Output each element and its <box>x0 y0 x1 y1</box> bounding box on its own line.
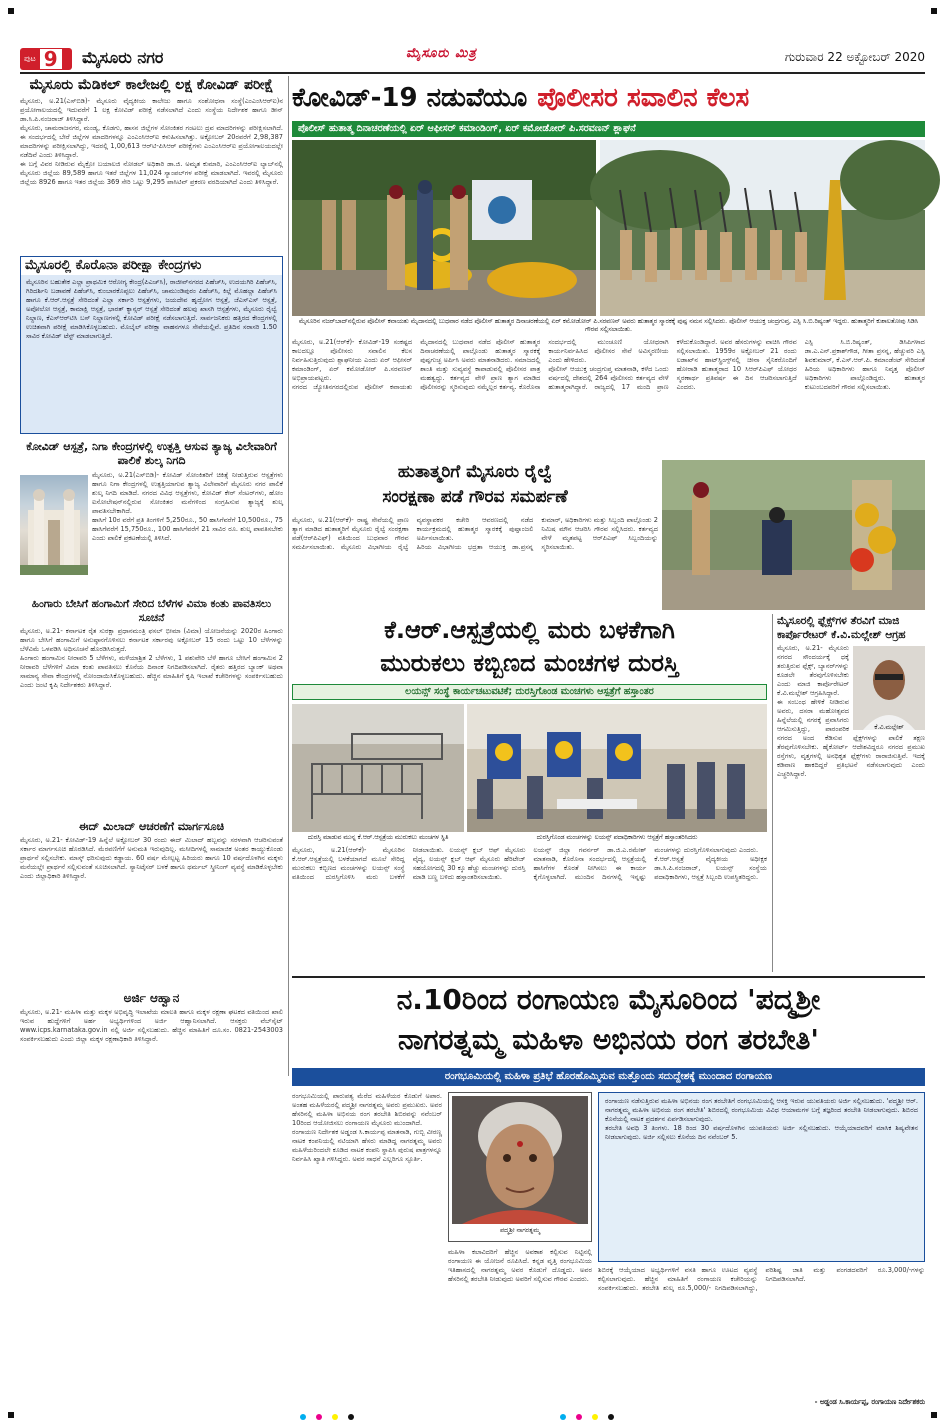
railway-headline-box <box>292 460 658 512</box>
headline-medical-college: ಮೈಸೂರು ಮೆಡಿಕಲ್ ಕಾಲೇಜಲ್ಲಿ ಲಕ್ಷ ಕೋವಿಡ್ ಪರೀಕ್ಷೆ <box>29 77 274 93</box>
lead-headline <box>292 77 925 119</box>
registration-mark <box>931 1412 937 1418</box>
rangayana-body-1: ರಂಗಭೂಮಿಯಲ್ಲಿ ಪಾರುಪತ್ಯ ಮೆರೆದ ಮಹಿಳೆಯರ ಕೊಡುಗೆ ಅಪಾರ. ಅಂತಹ ಮಹಿಳೆಯರಲ್ಲಿ ಪದ್ಮಶ್ರೀ ನಾಗರತ್ನಮ್ಮ ಅವರು ಪ್ರಮುಖರು. ಅವರ ಹೆಸರಿನಲ್ಲಿ ಮಹಿಳಾ ಅಭಿನಯ ರಂಗ ತರಬೇತಿ ಶಿಬಿರವನ್ನು ನವೆಂಬರ್ 10ರಿಂದ ಆಯೋಜಿಸಲು ರಂಗಾಯಣ ಮೈಸೂರು ಮುಂದಾಗಿದೆ. ರಂಗಾಯಣ ನಿರ್ದೇಶಕ ಅಡ್ಡಂಡ ಸಿ.ಕಾರ್ಯಪ್ಪ ಮಾತನಾಡಿ, ಗುಬ್ಬಿ ವೀರಣ್ಣ ನಾಟಕ ಕಂಪನಿಯಲ್ಲಿ ನಟಿಯಾಗಿ ಹೆಸರು ಮಾಡಿದ್ದ ನಾಗರತ್ನಮ್ಮ ಅವರು ಮಹಿಳೆಯರಿಂದಲೇ ಕೂಡಿದ ನಾಟಕ ಕಂಪನಿ ಸ್ಥಾಪಿಸಿ ಪುರುಷ ಪಾತ್ರಗಳನ್ನೂ ನಿರ್ವಹಿಸಿ ಖ್ಯಾತಿ ಗಳಿಸಿದ್ದರು. ಅವರ ಸಾಧನೆ ಎಲ್ಲರಿಗೂ ಸ್ಫೂರ್ತಿ. <box>292 1092 442 1163</box>
broken-cots-photo <box>292 704 464 832</box>
lead-headline-part2: ಪೊಲೀಸರ ಸವಾಲಿನ ಕೆಲಸ <box>537 82 750 113</box>
nagarathnamma-caption: ಪದ್ಮಶ್ರೀ ನಾಗರತ್ನಮ್ಮ <box>500 1227 540 1234</box>
flex-article-body: ಮೈಸೂರು, ಅ.21- ಮೈಸೂರು ನಗರದ ಸೌಂದರ್ಯಕ್ಕೆ ಧಕ್ಕೆ ತರುತ್ತಿರುವ ಫ್ಲೆಕ್ಸ್, ಬ್ಯಾನರ್‌ಗಳನ್ನು ಕೂಡಲೇ ತೆರವುಗೊಳಿಸಬೇಕು ಎಂದು ಮಾಜಿ ಕಾರ್ಪೊರೇಟರ್ ಕೆ.ವಿ.ಮಲ್ಲೇಶ್ ಆಗ್ರಹಿಸಿದ್ದಾರೆ. ಈ ಸಂಬಂಧ ಹೇಳಿಕೆ ನೀಡಿರುವ ಅವರು, ದಸರಾ ಮಹೋತ್ಸವದ ಹಿನ್ನೆಲೆಯಲ್ಲಿ ನಗರಕ್ಕೆ ಪ್ರವಾಸಿಗರು ಆಗಮಿಸುತ್ತಿದ್ದು, ಪಾರಂಪರಿಕ ನಗರದ ಅಂದ ಕೆಡಿಸುವ ಫ್ಲೆಕ್ಸ್‌ಗಳನ್ನು ಪಾಲಿಕೆ ತಕ್ಷಣ ತೆರವುಗೊಳಿಸಬೇಕು. ಹೈಕೋರ್ಟ್ ಆದೇಶವಿದ್ದರೂ ನಗರದ ಪ್ರಮುಖ ರಸ್ತೆಗಳು, ವೃತ್ತಗಳಲ್ಲಿ ಅನಧಿಕೃತ ಫ್ಲೆಕ್ಸ್‌ಗಳು ರಾರಾಜಿಸುತ್ತಿವೆ. ಇದಕ್ಕೆ ಕಡಿವಾಣ ಹಾಕದಿದ್ದರೆ ಪ್ರತಿಭಟನೆ ನಡೆಸಲಾಗುವುದು ಎಂದು ಎಚ್ಚರಿಸಿದ್ದಾರೆ. <box>777 644 925 778</box>
flex-story <box>772 614 925 972</box>
railway-tribute-photo <box>662 460 925 610</box>
page-number: 9 <box>40 49 62 69</box>
article-body: ಮೈಸೂರು, ಅ.21(ಎಸ್‌ಬಿಡಿ)- ಕೋವಿಡ್ ಸೋಂಕಿತರಿಗೆ ಚಿಕಿತ್ಸೆ ನೀಡುತ್ತಿರುವ ಆಸ್ಪತ್ರೆಗಳು ಹಾಗೂ ನಿಗಾ ಕೇಂದ್ರಗಳಲ್ಲಿ ಉತ್ಪತ್ತಿಯಾಗುವ ತ್ಯಾಜ್ಯ ವಿಲೇವಾರಿಗೆ ಮೈಸೂರು ನಗರ ಪಾಲಿಕೆ ಶುಲ್ಕ ನಿಗದಿ ಮಾಡಿದೆ. ನಗರದ ವಿವಿಧ ಆಸ್ಪತ್ರೆಗಳು, ಕೋವಿಡ್ ಕೇರ್ ಸೆಂಟರ್‌ಗಳು, ಹೋಂ ಐಸೋಲೇಷನ್‌ನಲ್ಲಿರುವ ಸೋಂಕಿತರ ಮನೆಗಳಿಂದ ಸಂಗ್ರಹಿಸುವ ತ್ಯಾಜ್ಯಕ್ಕೆ ಶುಲ್ಕ ಪಾವತಿಸಬೇಕಾಗಿದೆ. ಹಾಸಿಗೆ 10ರ ವರೆಗೆ ಪ್ರತಿ ತಿಂಗಳಿಗೆ 5,250ರೂ., 50 ಹಾಸಿಗೆವರೆಗೆ 10,500ರೂ., 75 ಹಾಸಿಗೆವರೆಗೆ 15,750ರೂ., 100 ಹಾಸಿಗೆವರೆಗೆ 21 ಸಾವಿರ ರೂ. ಶುಲ್ಕ ಪಾವತಿಸಬೇಕು ಎಂದು ಪಾಲಿಕೆ ಪ್ರಕಟಣೆಯಲ್ಲಿ ತಿಳಿಸಿದೆ. <box>92 471 283 542</box>
lead-subhead: ಪೊಲೀಸ್ ಹುತಾತ್ಮ ದಿನಾಚರಣೆಯಲ್ಲಿ ಏರ್ ಆಫೀಸರ್ ಕಮಾಂಡಿಂಗ್, ಏರ್ ಕಮೋಡೋರ್ ಪಿ.ಸರವಣನ್ ಶ್ಲಾಘನೆ <box>292 121 925 137</box>
nagarathnamma-photo-box <box>448 1092 592 1242</box>
article-body: ಮೈಸೂರು, ಅ.21(ಎಸ್‌ಬಿಡಿ)- ಮೈಸೂರು ವೈದ್ಯಕೀಯ ಕಾಲೇಜು ಹಾಗೂ ಸಂಶೋಧನಾ ಸಂಸ್ಥೆ(ಎಂಎಂಸಿಆರ್‌ಐ)ನ ಪ್ರಯೋಗಾಲಯದಲ್ಲಿ ಇದುವರೆಗೆ 1 ಲಕ್ಷ ಕೋವಿಡ್ ಪರೀಕ್ಷೆ ನಡೆಸಲಾಗಿದೆ ಎಂದು ಸಂಸ್ಥೆಯ ನಿರ್ದೇಶಕ ಹಾಗೂ ಡೀನ್ ಡಾ.ಸಿ.ಪಿ.ನಂಜರಾಜ್ ತಿಳಿಸಿದ್ದಾರೆ. ಮೈಸೂರು, ಚಾಮರಾಜನಗರ, ಮಂಡ್ಯ, ಕೊಡಗು, ಹಾಸನ ಜಿಲ್ಲೆಗಳ ಸೋಂಕಿತರ ಗಂಟಲು ದ್ರವ ಮಾದರಿಗಳನ್ನು ಪರೀಕ್ಷಿಸಲಾಗಿದೆ. ಈ ಸಂದರ್ಭದಲ್ಲಿ ಬೇರೆ ಜಿಲ್ಲೆಗಳ ಮಾದರಿಗಳನ್ನೂ ಎಂಎಂಸಿಆರ್‌ಐ ಕಳುಹಿಸಲಾಗಿತ್ತು. ಅಕ್ಟೋಬರ್ 20ರವರೆಗೆ 2,98,387 ಮಾದರಿಗಳನ್ನು ಪರೀಕ್ಷಿಸಲಾಗಿದ್ದು, ಇದರಲ್ಲಿ 1,00,613 ಆರ್‌ಟಿ-ಪಿಸಿಆರ್ ಪರೀಕ್ಷೆಗಳು ಎಂಎಂಸಿಆರ್‌ಐ ಪ್ರಯೋಗಾಲಯದಲ್ಲೇ ನಡೆದಿವೆ ಎಂದು ತಿಳಿಸಿದ್ದಾರೆ. ಈ ಬಗ್ಗೆ ವಿವರ ನೀಡಿರುವ ಮೈಕ್ರೋ ಬಯಾಲಜಿ ನೋಡಲ್ ಅಧಿಕಾರಿ ಡಾ.ಜಿ. ಅಮೃತ ಕುಮಾರಿ, ಎಂಎಂಸಿಆರ್‌ಐ ಲ್ಯಾಬ್‌ನಲ್ಲಿ ಮೈಸೂರು ಜಿಲ್ಲೆಯ 89,589 ಹಾಗೂ ಇತರೆ ಜಿಲ್ಲೆಗಳ 11,024 ಸ್ಯಾಂಪಲ್‌ಗಳ ಪರೀಕ್ಷೆ ಮಾಡಲಾಗಿದೆ. ಇವರಲ್ಲಿ ಮೈಸೂರು ಜಿಲ್ಲೆಯ 8926 ಹಾಗೂ ಇತರ ಜಿಲ್ಲೆಯ 369 ಸೇರಿ ಒಟ್ಟು 9,295 ಪಾಸಿಟಿವ್ ಪ್ರಕರಣ ವರದಿಯಾಗಿದೆ ಎಂದು ತಿಳಿಸಿದ್ದಾರೆ. <box>20 97 284 186</box>
lions-handover-caption: ದುರಸ್ತಿಗೊಂಡ ಮಂಚಗಳನ್ನು ಲಯನ್ಸ್ ಪದಾಧಿಕಾರಿಗಳು ಆಸ್ಪತ್ರೆಗೆ ಹಸ್ತಾಂತರಿಸಿದರು <box>536 834 698 841</box>
headline-crop-insurance: ಹಿಂಗಾರು ಬೇಸಿಗೆ ಹಂಗಾಮಿಗೆ ಸೇರಿದ ಬೆಳೆಗಳ ವಿಮಾ ಕಂತು ಪಾವತಿಸಲು ಸೂಚನೆ <box>31 598 272 624</box>
masthead <box>20 48 925 70</box>
section-name: ಮೈಸೂರು ನಗರ <box>82 48 164 67</box>
article-body: ಮೈಸೂರು, ಅ.21- ಕೋವಿಡ್-19 ಹಿನ್ನೆಲೆ ಅಕ್ಟೋಬರ್ 30 ರಂದು ಈದ್ ಮಿಲಾದ್ ಹಬ್ಬವನ್ನು ಸರಳವಾಗಿ ಆಚರಿಸುವಂತೆ ಸರ್ಕಾರ ಮಾರ್ಗಸೂಚಿ ಹೊರಡಿಸಿದೆ. ಮೆರವಣಿಗೆಗೆ ಅನುಮತಿ ಇರುವುದಿಲ್ಲ. ಮಸೀದಿಗಳಲ್ಲಿ ಸಾಮಾಜಿಕ ಅಂತರ ಕಾಯ್ದುಕೊಂಡು ಪ್ರಾರ್ಥನೆ ಸಲ್ಲಿಸಬೇಕು. ಮಾಸ್ಕ್ ಧರಿಸುವುದು ಕಡ್ಡಾಯ. 60 ವರ್ಷ ಮೇಲ್ಪಟ್ಟ ಹಿರಿಯರು ಹಾಗೂ 10 ವರ್ಷದೊಳಗಿನ ಮಕ್ಕಳು ಮನೆಯಲ್ಲೇ ಪ್ರಾರ್ಥನೆ ಸಲ್ಲಿಸುವಂತೆ ಸೂಚಿಸಲಾಗಿದೆ. ಸ್ಯಾನಿಟೈಸರ್ ಬಳಕೆ ಹಾಗೂ ಥರ್ಮಲ್ ಸ್ಕ್ರೀನಿಂಗ್ ವ್ಯವಸ್ಥೆ ಮಾಡಿಕೊಳ್ಳಬೇಕು ಎಂದು ಜಿಲ್ಲಾಧಿಕಾರಿ ತಿಳಿಸಿದ್ದಾರೆ. <box>20 836 286 880</box>
kr-article-body: ಮೈಸೂರು, ಅ.21(ಆರ್‌ಕೆ)- ಮೈಸೂರಿನ ಕೆ.ಆರ್.ಆಸ್ಪತ್ರೆಯಲ್ಲಿ ಬಳಕೆಯಾಗದೆ ಮೂಲೆ ಸೇರಿದ್ದ ಮುರುಕಲು ಕಬ್ಬಿಣದ ಮಂಚಗಳನ್ನು ಲಯನ್ಸ್ ಸಂಸ್ಥೆ ವತಿಯಿಂದ ದುರಸ್ತಿಗೊಳಿಸಿ ಮರು ಬಳಕೆಗೆ ನೀಡಲಾಯಿತು. ಲಯನ್ಸ್ ಕ್ಲಬ್ ಆಫ್ ಮೈಸೂರು ವೈದ್ಯ, ಲಯನ್ಸ್ ಕ್ಲಬ್ ಆಫ್ ಮೈಸೂರು ಹೆರಿಟೇಜ್ ಸಹಯೋಗದಲ್ಲಿ 30 ಕ್ಕೂ ಹೆಚ್ಚು ಮಂಚಗಳನ್ನು ದುರಸ್ತಿ ಮಾಡಿ ಬಣ್ಣ ಬಳಿದು ಹಸ್ತಾಂತರಿಸಲಾಯಿತು. ಲಯನ್ಸ್ ಜಿಲ್ಲಾ ಗವರ್ನರ್ ಡಾ.ಜಿ.ಎ.ರಮೇಶ್ ಮಾತನಾಡಿ, ಕೊರೊನಾ ಸಂದರ್ಭದಲ್ಲಿ ಆಸ್ಪತ್ರೆಯಲ್ಲಿ ಹಾಸಿಗೆಗಳ ಕೊರತೆ ನೀಗಿಸಲು ಈ ಕಾರ್ಯ ಕೈಗೊಳ್ಳಲಾಗಿದೆ. ಮುಂದಿನ ದಿನಗಳಲ್ಲಿ ಇನ್ನಷ್ಟು ಮಂಚಗಳನ್ನು ದುರಸ್ತಿಗೊಳಿಸಲಾಗುವುದು ಎಂದರು. ಕೆ.ಆರ್.ಆಸ್ಪತ್ರೆ ವೈದ್ಯಕೀಯ ಅಧೀಕ್ಷಕ ಡಾ.ಸಿ.ಪಿ.ನಂಜರಾಜ್, ಲಯನ್ಸ್ ಸಂಸ್ಥೆಯ ಪದಾಧಿಕಾರಿಗಳು, ಆಸ್ಪತ್ರೆ ಸಿಬ್ಬಂದಿ ಉಪಸ್ಥಿತರಿದ್ದರು. <box>292 846 767 881</box>
testing-centres-box <box>20 256 283 434</box>
rangayana-headline-line2: ನಾಗರತ್ನಮ್ಮ ಮಹಿಳಾ ಅಭಿನಯ ರಂಗ ತರಬೇತಿ' <box>398 1023 819 1056</box>
railway-headline-line1: ಹುತಾತ್ಮರಿಗೆ ಮೈಸೂರು ರೈಲ್ವೆ <box>397 462 553 482</box>
kr-headline-line1: ಕೆ.ಆರ್.ಆಸ್ಪತ್ರೆಯಲ್ಲಿ ಮರು ಬಳಕೆಗಾಗಿ <box>384 616 675 644</box>
registration-mark <box>8 1412 14 1418</box>
paper-name: ಮೈಸೂರು ಮಿತ್ರ <box>406 46 477 61</box>
mallesh-portrait <box>853 646 925 730</box>
rangayana-headline-box <box>292 980 925 1062</box>
lead-photo-caption: ಮೈಸೂರಿನ ನಜರ್‌ಬಾದ್‌ನಲ್ಲಿರುವ ಪೊಲೀಸ್ ಕವಾಯತು ಮೈದಾನದಲ್ಲಿ ಬುಧವಾರ ನಡೆದ ಪೊಲೀಸ್ ಹುತಾತ್ಮರ ದಿನಾಚರಣೆಯಲ್ಲಿ ಏರ್ ಕಮೋಡೋರ್ ಪಿ.ಸರವಣನ್ ಅವರು ಹುತಾತ್ಮರ ಸ್ಮಾರಕಕ್ಕೆ ಪುಷ್ಪ ನಮನ ಸಲ್ಲಿಸಿದರು. ಪೊಲೀಸ್ ಆಯುಕ್ತ ಚಂದ್ರಗುಪ್ತ, ಎಸ್ಪಿ ಸಿ.ಬಿ.ರಿಷ್ಯಂತ್ ಇದ್ದರು. ಹುತಾತ್ಮರಿಗೆ ಕುಶಾಲತೋಪು ಸಿಡಿಸಿ ಗೌರವ ಸಲ್ಲಿಸಲಾಯಿತು. <box>298 318 919 333</box>
color-dots <box>560 1414 614 1420</box>
rangayana-byline: - ಅಡ್ಡಂಡ ಸಿ.ಕಾರ್ಯಪ್ಪ, ರಂಗಾಯಣ ನಿರ್ದೇಶಕರು <box>814 1398 925 1406</box>
color-dots <box>300 1414 354 1420</box>
flex-headline: ಮೈಸೂರಲ್ಲಿ ಫ್ಲೆಕ್ಸ್‌ಗಳ ತೆರವಿಗೆ ಮಾಜಿ ಕಾರ್ಪೊರೇಟರ್ ಕೆ.ವಿ.ಮಲ್ಲೇಶ್ ಆಗ್ರಹ <box>777 615 906 641</box>
box-body: ಮೈಸೂರಿನ ಬಹುತೇಕ ಎಲ್ಲಾ ಪ್ರಾಥಮಿಕ ಆರೋಗ್ಯ ಕೇಂದ್ರ(ಪಿಎಚ್‌ಸಿ), ರಾಜೀವ್‌ನಗರದ ಪಿಹೆಚ್‌ಸಿ, ಉದಯಗಿರಿ ಪಿಹೆಚ್‌ಸಿ, ಗಿರಿದರ್ಶಿನಿ ಬಡಾವಣೆ ಪಿಹೆಚ್‌ಸಿ, ಕುಂಬಾರಕೊಪ್ಪಲು ಪಿಹೆಚ್‌ಸಿ, ಚಾಮುಂಡಿಪುರಂ ಪಿಹೆಚ್‌ಸಿ, ಕಿಲ್ಲೆ ಮೊಹಲ್ಲಾ ಪಿಹೆಚ್‌ಸಿ ಹಾಗೂ ಕೆ.ಆರ್.ಆಸ್ಪತ್ರೆ ಸೇರಿದಂತೆ ಎಲ್ಲಾ ಸರ್ಕಾರಿ ಆಸ್ಪತ್ರೆಗಳು, ಜಯದೇವ ಹೃದ್ರೋಗ ಆಸ್ಪತ್ರೆ, ಜೆಎಸ್‌ಎಸ್ ಆಸ್ಪತ್ರೆ, ಅಪೋಲೋ ಆಸ್ಪತ್ರೆ, ಕಾಮಾಕ್ಷಿ ಆಸ್ಪತ್ರೆ, ಭಾರತ್ ಕ್ಯಾನ್ಸರ್ ಆಸ್ಪತ್ರೆ ಸೇರಿದಂತೆ ಹಲವು ಖಾಸಗಿ ಆಸ್ಪತ್ರೆಗಳು, ಮೈಸೂರು ರೈಲ್ವೆ ನಿಲ್ದಾಣ, ಕೆಎಸ್‌ಆರ್‌ಟಿಸಿ ಬಸ್ ನಿಲ್ದಾಣಗಳಲ್ಲಿ ಕೋವಿಡ್ ಪರೀಕ್ಷೆ ನಡೆಸಲಾಗುತ್ತಿದೆ. ಸಾರ್ವಜನಿಕರು ಹತ್ತಿರದ ಕೇಂದ್ರಗಳಲ್ಲಿ ಉಚಿತವಾಗಿ ಪರೀಕ್ಷೆ ಮಾಡಿಸಿಕೊಳ್ಳಬಹುದು. ಮೊಬೈಲ್ ಪರೀಕ್ಷಾ ವಾಹನಗಳೂ ಸೇವೆಯಲ್ಲಿವೆ. ಪ್ರತಿದಿನ ಸರಾಸರಿ 1.50 ಸಾವಿರ ಕೋವಿಡ್ ಟೆಸ್ಟ್ ಮಾಡಲಾಗುತ್ತಿದೆ. <box>21 275 282 433</box>
registration-mark <box>8 8 14 14</box>
lead-headline-part1: ಕೋವಿಡ್-19 ನಡುವೆಯೂ <box>292 82 528 113</box>
kr-headline-box <box>292 614 767 680</box>
rangayana-body-2: ರಂಗಾಯಣ ನಡೆಸುತ್ತಿರುವ ಮಹಿಳಾ ಅಭಿನಯ ರಂಗ ತರಬೇತಿಗೆ ರಂಗಭೂಮಿಯಲ್ಲಿ ಆಸಕ್ತಿ ಇರುವ ಯುವತಿಯರು ಅರ್ಜಿ ಸಲ್ಲಿಸಬಹುದು. 'ಪದ್ಮಶ್ರೀ ಆರ್. ನಾಗರತ್ನಮ್ಮ ಮಹಿಳಾ ಅಭಿನಯ ರಂಗ ತರಬೇತಿ' ಶಿಬಿರದಲ್ಲಿ ರಂಗಭೂಮಿಯ ವಿವಿಧ ಆಯಾಮಗಳ ಬಗ್ಗೆ ತಜ್ಞರಿಂದ ತರಬೇತಿ ನೀಡಲಾಗುವುದು. ಶಿಬಿರದ ಕೊನೆಯಲ್ಲಿ ನಾಟಕ ಪ್ರದರ್ಶನ ಏರ್ಪಡಿಸಲಾಗುವುದು. ತರಬೇತಿ ಅವಧಿ 3 ತಿಂಗಳು. 18 ರಿಂದ 30 ವರ್ಷದೊಳಗಿನ ಯುವತಿಯರು ಅರ್ಜಿ ಸಲ್ಲಿಸಬಹುದು. ಆಯ್ಕೆಯಾದವರಿಗೆ ಮಾಸಿಕ ಶಿಷ್ಯವೇತನ ನೀಡಲಾಗುವುದು. ಅರ್ಜಿ ಸಲ್ಲಿಸಲು ಕೊನೆಯ ದಿನ ನವೆಂಬರ್ 5. <box>598 1092 925 1262</box>
section-rule <box>292 976 925 978</box>
rangayana-body-4: ಶಿಬಿರಕ್ಕೆ ಆಯ್ಕೆಯಾದ ಅಭ್ಯರ್ಥಿಗಳಿಗೆ ವಸತಿ ಹಾಗೂ ಊಟದ ವ್ಯವಸ್ಥೆ ಕಲ್ಪಿಸಲಾಗುವುದು. ಹೆಚ್ಚಿನ ಮಾಹಿತಿಗೆ ರಂಗಾಯಣ ಕಚೇರಿಯನ್ನು ಸಂಪರ್ಕಿಸಬಹುದು. ತರಬೇತಿ ಶುಲ್ಕ ರೂ.5,000/- ನಿಗದಿಪಡಿಸಲಾಗಿದ್ದು, ಪರಿಶಿಷ್ಟ ಜಾತಿ ಮತ್ತು ಪಂಗಡದವರಿಗೆ ರೂ.3,000/-ಗಳನ್ನು ನಿಗದಿಪಡಿಸಲಾಗಿದೆ. <box>598 1266 928 1292</box>
rangayana-subhead: ರಂಗಭೂಮಿಯಲ್ಲಿ ಮಹಿಳಾ ಪ್ರತಿಭೆ ಹೊರಹೊಮ್ಮಿಸುವ ಮತ್ತೊಂದು ಸದುದ್ದೇಶಕ್ಕೆ ಮುಂದಾದ ರಂಗಾಯಣ <box>292 1068 925 1086</box>
lead-article-body: ಮೈಸೂರು, ಅ.21(ಆರ್‌ಕೆ)- ಕೋವಿಡ್-19 ಸಂಕಷ್ಟದ ಕಾಲದಲ್ಲೂ ಪೊಲೀಸರು ಸವಾಲಿನ ಕೆಲಸ ನಿರ್ವಹಿಸುತ್ತಿರುವುದು ಶ್ಲಾಘನೀಯ ಎಂದು ಏರ್ ಆಫೀಸರ್ ಕಮಾಂಡಿಂಗ್, ಏರ್ ಕಮೋಡೋರ್ ಪಿ.ಸರವಣನ್ ಅಭಿಪ್ರಾಯಪಟ್ಟರು. ನಗರದ ಜ್ಯೋತಿನಗರದಲ್ಲಿರುವ ಪೊಲೀಸ್ ಕವಾಯತು ಮೈದಾನದಲ್ಲಿ ಬುಧವಾರ ನಡೆದ ಪೊಲೀಸ್ ಹುತಾತ್ಮರ ದಿನಾಚರಣೆಯಲ್ಲಿ ಪಾಲ್ಗೊಂಡು ಹುತಾತ್ಮರ ಸ್ಮಾರಕಕ್ಕೆ ಪುಷ್ಪಗುಚ್ಛ ಅರ್ಪಿಸಿ ಅವರು ಮಾತನಾಡಿದರು. ಸಮಾಜದಲ್ಲಿ ಶಾಂತಿ ಮತ್ತು ಸುವ್ಯವಸ್ಥೆ ಕಾಪಾಡುವಲ್ಲಿ ಪೊಲೀಸರ ಪಾತ್ರ ಮಹತ್ವದ್ದು. ಕರ್ತವ್ಯದ ವೇಳೆ ಪ್ರಾಣ ತ್ಯಾಗ ಮಾಡಿದ ಪೊಲೀಸರನ್ನು ಸ್ಮರಿಸುವುದು ನಮ್ಮೆಲ್ಲರ ಕರ್ತವ್ಯ. ಕೊರೊನಾ ಸಂದರ್ಭದಲ್ಲಿ ಮುಂಚೂಣಿ ಯೋಧರಾಗಿ ಕಾರ್ಯನಿರ್ವಹಿಸಿದ ಪೊಲೀಸರ ಸೇವೆ ಅವಿಸ್ಮರಣೀಯ ಎಂದು ಹೇಳಿದರು. ಪೊಲೀಸ್ ಆಯುಕ್ತ ಚಂದ್ರಗುಪ್ತ ಮಾತನಾಡಿ, ಕಳೆದ ಒಂದು ವರ್ಷದಲ್ಲಿ ದೇಶದಲ್ಲಿ 264 ಪೊಲೀಸರು ಕರ್ತವ್ಯದ ವೇಳೆ ಹುತಾತ್ಮರಾಗಿದ್ದಾರೆ. ರಾಜ್ಯದಲ್ಲಿ 17 ಮಂದಿ ಪ್ರಾಣ ಕಳೆದುಕೊಂಡಿದ್ದಾರೆ. ಅವರ ಹೆಸರುಗಳನ್ನು ವಾಚಿಸಿ ಗೌರವ ಸಲ್ಲಿಸಲಾಯಿತು. 1959ರ ಅಕ್ಟೋಬರ್ 21 ರಂದು ಲಡಾಖ್‌ನ ಹಾಟ್‌ಸ್ಪ್ರಿಂಗ್ಸ್‌ನಲ್ಲಿ ಚೀನಾ ಸೈನಿಕರೊಂದಿಗೆ ಹೋರಾಡಿ ಹುತಾತ್ಮರಾದ 10 ಸಿಆರ್‌ಪಿಎಫ್ ಯೋಧರ ಸ್ಮರಣಾರ್ಥ ಪ್ರತಿವರ್ಷ ಈ ದಿನ ಆಚರಿಸಲಾಗುತ್ತಿದೆ ಎಂದರು. ಎಸ್ಪಿ ಸಿ.ಬಿ.ರಿಷ್ಯಂತ್, ಡಿಸಿಪಿಗಳಾದ ಡಾ.ಎ.ಎನ್.ಪ್ರಕಾಶ್‌ಗೌಡ, ಗೀತಾ ಪ್ರಸನ್ನ, ಹೆಚ್ಚುವರಿ ಎಸ್ಪಿ ಶಿವಕುಮಾರ್, ಕೆ.ಎಸ್.ಆರ್.ಪಿ. ಕಮಾಂಡೆಂಟ್ ಸೇರಿದಂತೆ ಹಿರಿಯ ಅಧಿಕಾರಿಗಳು ಹಾಗೂ ನಿವೃತ್ತ ಪೊಲೀಸ್ ಅಧಿಕಾರಿಗಳು ಪಾಲ್ಗೊಂಡಿದ್ದರು. ಹುತಾತ್ಮರ ಕುಟುಂಬದವರಿಗೆ ಗೌರವ ಸಲ್ಲಿಸಲಾಯಿತು. <box>292 338 925 391</box>
kr-headline-line2: ಮುರುಕಲು ಕಬ್ಬಿಣದ ಮಂಚಗಳ ದುರಸ್ತಿ <box>380 649 679 677</box>
issue-date: ಗುರುವಾರ 22 ಅಕ್ಟೋಬರ್ 2020 <box>784 50 925 64</box>
rangayana-body-3: ಮಹಿಳಾ ಕಲಾವಿದರಿಗೆ ಹೆಚ್ಚಿನ ಅವಕಾಶ ಕಲ್ಪಿಸುವ ನಿಟ್ಟಿನಲ್ಲಿ ರಂಗಾಯಣ ಈ ಯೋಜನೆ ರೂಪಿಸಿದೆ. ಕನ್ನಡ ವೃತ್ತಿ ರಂಗಭೂಮಿಯ ಇತಿಹಾಸದಲ್ಲಿ ನಾಗರತ್ನಮ್ಮ ಅವರ ಕೊಡುಗೆ ದೊಡ್ಡದು. ಅವರ ಹೆಸರಿನಲ್ಲಿ ತರಬೇತಿ ನೀಡುವುದು ಅವರಿಗೆ ಸಲ್ಲಿಸುವ ಗೌರವ ಎಂದರು. <box>448 1248 595 1283</box>
masthead-rule <box>20 72 925 74</box>
gun-salute-photo <box>600 140 925 316</box>
hospital-building-photo <box>20 475 88 575</box>
mallesh-caption: ಕೆ.ವಿ.ಮಲ್ಲೇಶ್ <box>853 724 925 732</box>
article-body: ಮೈಸೂರು, ಅ.21- ಕರ್ನಾಟಕ ರೈತ ಸುರಕ್ಷಾ ಪ್ರಧಾನಮಂತ್ರಿ ಫಸಲ್ ಭೀಮಾ (ವಿಮಾ) ಯೋಜನೆಯನ್ನು 2020ರ ಹಿಂಗಾರು ಹಾಗೂ ಬೇಸಿಗೆ ಹಂಗಾಮಿಗೆ ಅನುಷ್ಠಾನಗೊಳಿಸಲು ಕರ್ನಾಟಕ ಸರ್ಕಾರವು ಅಕ್ಟೋಬರ್ 15 ರಂದು ಒಟ್ಟು 10 ಬೆಳೆಗಳನ್ನು ಬೆಳೆವಿಮೆ ಒಳಪಡಿಸಿ ಅಧಿಸೂಚನೆ ಹೊರಡಿಸಿರುತ್ತದೆ. ಹಿಂಗಾರು ಹಂಗಾಮಿನ ನೀರಾವರಿ 5 ಬೆಳೆಗಳು, ಮಳೆಯಾಶ್ರಿತ 2 ಬೆಳೆಗಳು, 1 ಪಶುವೇರಿ ಬೆಳೆ ಹಾಗೂ ಬೇಸಿಗೆ ಹಂಗಾಮಿನ 2 ನೀರಾವರಿ ಬೆಳೆಗಳಿಗೆ ವಿಮಾ ಕಂತು ಪಾವತಿಸಲು ಕೊನೆಯ ದಿನಾಂಕ ನಿಗದಿಪಡಿಸಲಾಗಿದೆ. ರೈತರು ಹತ್ತಿರದ ಬ್ಯಾಂಕ್ ಅಥವಾ ಸಾಮಾನ್ಯ ಸೇವಾ ಕೇಂದ್ರಗಳಲ್ಲಿ ನೋಂದಾಯಿಸಿಕೊಳ್ಳಬಹುದು. ಹೆಚ್ಚಿನ ಮಾಹಿತಿಗೆ ಕೃಷಿ ಇಲಾಖೆ ಕಚೇರಿಗಳನ್ನು ಸಂಪರ್ಕಿಸಬಹುದು ಎಂದು ಜಂಟಿ ಕೃಷಿ ನಿರ್ದೇಶಕರು ತಿಳಿಸಿದ್ದಾರೆ. <box>20 627 283 689</box>
broken-cots-caption: ದುರಸ್ತಿ ಮಾಡುವ ಮುನ್ನ ಕೆ.ಆರ್.ಆಸ್ಪತ್ರೆಯ ಮುರುಕಲು ಮಂಚಗಳ ಸ್ಥಿತಿ <box>307 834 449 841</box>
railway-headline-line2: ಸಂರಕ್ಷಣಾ ಪಡೆ ಗೌರವ ಸಮರ್ಪಣೆ <box>382 487 568 507</box>
article-body: ಮೈಸೂರು, ಅ.21- ಮಹಿಳಾ ಮತ್ತು ಮಕ್ಕಳ ಅಭಿವೃದ್ಧಿ ಇಲಾಖೆಯ ಮಾಲತಿ ಹಾಗೂ ಮಕ್ಕಳ ರಕ್ಷಣಾ ಘಟಕದ ವತಿಯಿಂದ ಖಾಲಿ ಇರುವ ಹುದ್ದೆಗಳಿಗೆ ಅರ್ಹ ಅಭ್ಯರ್ಥಿಗಳಿಂದ ಅರ್ಜಿ ಆಹ್ವಾನಿಸಲಾಗಿದೆ. ಆಸಕ್ತರು ವೆಬ್‌ಸೈಟ್ www.icps.karnataka.gov.in ನಲ್ಲಿ ಅರ್ಜಿ ಸಲ್ಲಿಸಬಹುದು. ಹೆಚ್ಚಿನ ಮಾಹಿತಿಗೆ ದೂ.ಸಂ. 0821-2543003 ಸಂಪರ್ಕಿಸಬಹುದು ಎಂದು ಜಿಲ್ಲಾ ಮಕ್ಕಳ ರಕ್ಷಣಾಧಿಕಾರಿ ತಿಳಿಸಿದ್ದಾರೆ. <box>20 1008 286 1043</box>
page-label: ಪುಟ <box>24 54 36 63</box>
column-rule <box>288 76 289 1076</box>
left-column <box>20 76 286 1411</box>
headline-applications: ಅರ್ಜಿ ಆಹ್ವಾನ <box>123 991 180 1005</box>
registration-mark <box>931 8 937 14</box>
nagarathnamma-portrait <box>452 1096 588 1224</box>
page-badge <box>20 48 72 70</box>
box-headline: ಮೈಸೂರಲ್ಲಿ ಕೊರೊನಾ ಪರೀಕ್ಷಾ ಕೇಂದ್ರಗಳು <box>25 258 202 273</box>
headline-waste-fee: ಕೋವಿಡ್ ಆಸ್ಪತ್ರೆ, ನಿಗಾ ಕೇಂದ್ರಗಳಲ್ಲಿ ಉತ್ಪತ್ತಿ ಆಸುವ ತ್ಯಾಜ್ಯ ವಿಲೇವಾರಿಗೆ ಪಾಲಿಕೆ ಶುಲ್ಕ ನಿಗದಿ <box>26 440 277 467</box>
rangayana-headline-line1: ನ.10ರಿಂದ ರಂಗಾಯಣ ಮೈಸೂರಿಂದ 'ಪದ್ಮಶ್ರೀ <box>396 983 821 1016</box>
headline-eid-guidelines: ಈದ್ ಮಿಲಾದ್ ಆಚರಣೆಗೆ ಮಾರ್ಗಸೂಚಿ <box>78 820 225 833</box>
lions-handover-photo <box>467 704 767 832</box>
police-memorial-photo <box>292 140 596 316</box>
railway-article-body: ಮೈಸೂರು, ಅ.21(ಆರ್‌ಕೆ)- ರಾಷ್ಟ್ರ ಸೇವೆಯಲ್ಲಿ ಪ್ರಾಣ ತ್ಯಾಗ ಮಾಡಿದ ಹುತಾತ್ಮರಿಗೆ ಮೈಸೂರು ರೈಲ್ವೆ ಸಂರಕ್ಷಣಾ ಪಡೆ(ಆರ್‌ಪಿಎಫ್) ವತಿಯಿಂದ ಬುಧವಾರ ಗೌರವ ಸಮರ್ಪಿಸಲಾಯಿತು. ಮೈಸೂರು ವಿಭಾಗೀಯ ರೈಲ್ವೆ ವ್ಯವಸ್ಥಾಪಕರ ಕಚೇರಿ ಆವರಣದಲ್ಲಿ ನಡೆದ ಕಾರ್ಯಕ್ರಮದಲ್ಲಿ ಹುತಾತ್ಮರ ಸ್ಮಾರಕಕ್ಕೆ ಪುಷ್ಪಾಂಜಲಿ ಅರ್ಪಿಸಲಾಯಿತು. ಹಿರಿಯ ವಿಭಾಗೀಯ ಭದ್ರತಾ ಆಯುಕ್ತ ಡಾ.ಪ್ರಸನ್ನ ಕುಮಾರ್, ಅಧಿಕಾರಿಗಳು ಮತ್ತು ಸಿಬ್ಬಂದಿ ಪಾಲ್ಗೊಂಡು 2 ನಿಮಿಷ ಮೌನ ಆಚರಿಸಿ ಗೌರವ ಸಲ್ಲಿಸಿದರು. ಕರ್ತವ್ಯದ ವೇಳೆ ಮೃತಪಟ್ಟ ಆರ್‌ಪಿಎಫ್ ಸಿಬ್ಬಂದಿಯನ್ನು ಸ್ಮರಿಸಲಾಯಿತು. <box>292 516 658 551</box>
kr-subhead: ಲಯನ್ಸ್ ಸಂಸ್ಥೆ ಕಾರ್ಯಚಟುವಟಿಕೆ; ದುರಸ್ತಿಗೊಂಡ ಮಂಚಗಳು ಆಸ್ಪತ್ರೆಗೆ ಹಸ್ತಾಂತರ <box>292 684 767 700</box>
